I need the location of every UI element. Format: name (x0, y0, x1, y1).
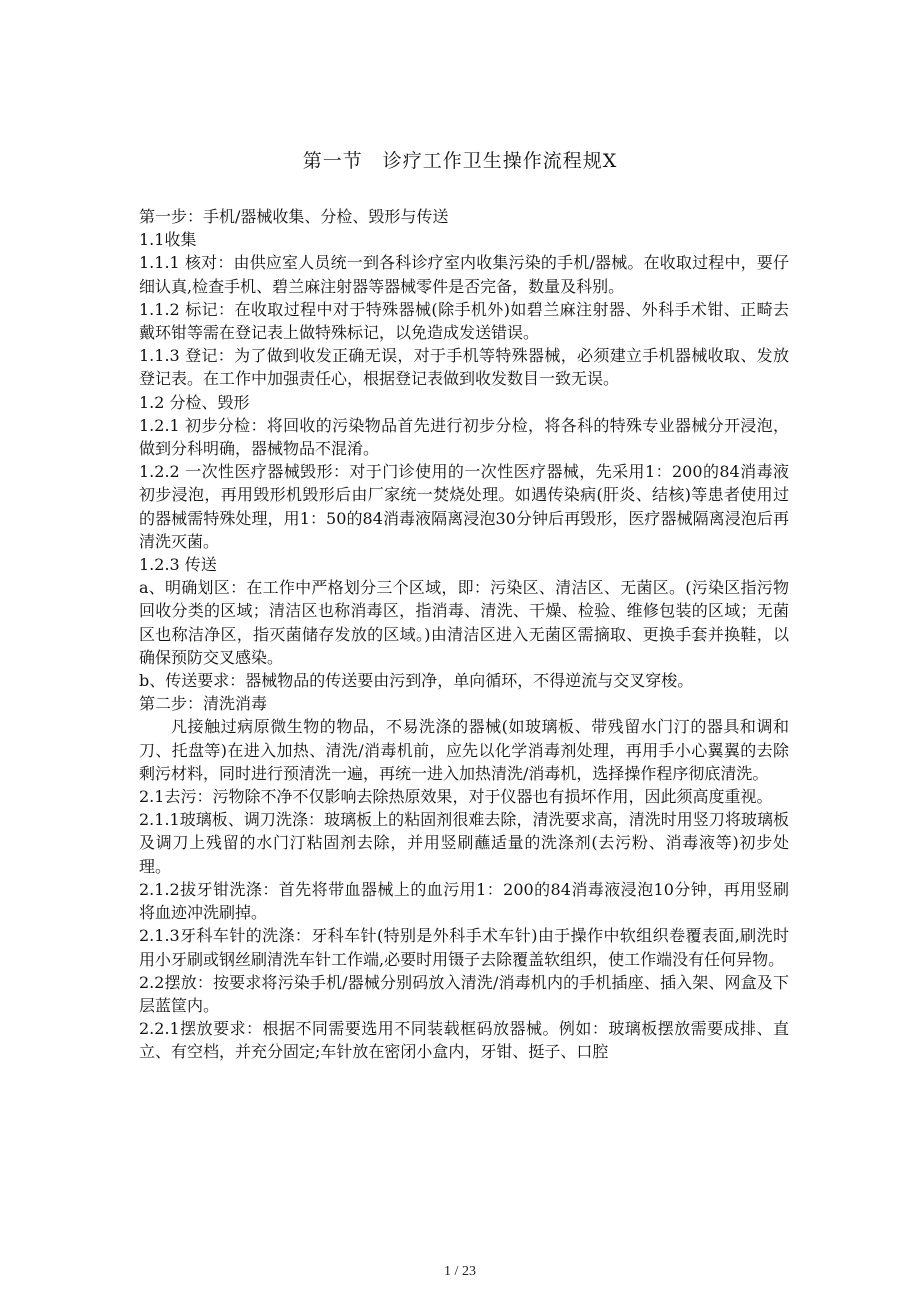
page-title: 第一节 诊疗工作卫生操作流程规X (302, 150, 618, 172)
paragraph: 2.1.1玻璃板、调刀洗涤：玻璃板上的粘固剂很难去除，清洗要求高，清洗时用竖刀将玻璃板及调刀上残留的水门汀粘固剂去除，并用竖刷蘸适量的洗涤剂(去污粉、消毒液等)初步处理。 (139, 810, 789, 876)
subsection-heading: 1.2.3 传送 (139, 555, 217, 575)
paragraph: 2.1.2拔牙钳洗涤：首先将带血器械上的血污用1：200的84消毒液浸泡10分钟，再用竖刷将血迹冲洗刷掉。 (139, 879, 789, 923)
page-separator: / (451, 1264, 462, 1279)
paragraph: b、传送要求：器械物品的传送要由污到净，单向循环，不得逆流与交叉穿梭。 (139, 671, 694, 691)
paragraph: 1.1.3 登记：为了做到收发正确无误，对于手机等特殊器械，必须建立手机器械收取、发放登记表。在工作中加强责任心，根据登记表做到收发数目一致无误。 (139, 346, 789, 389)
paragraph: a、明确划区：在工作中严格划分三个区域，即：污染区、清洁区、无菌区。(污染区指污物回收分类的区域；清洁区也称消毒区，指消毒、清洗、干燥、检验、维修包装的区域；无菌区也称洁净区，指灭菌储存发放的区域。)由清洁区进入无菌区需摘取、更换手套并换鞋，以确保预防交叉感染。 (139, 578, 789, 667)
paragraph: 凡接触过病原微生物的物品，不易洗涤的器械(如玻璃板、带残留水门汀的器具和调和刀、托盘等)在进入加热、清洗/消毒机前，应先以化学消毒剂处理，再用手小心翼翼的去除剩污材料，同时进行预清洗一遍，再统一进入加热清洗/消毒机，选择操作程序彻底清洗。 (139, 717, 789, 783)
step-heading: 第二步：清洗消毒 (139, 694, 268, 714)
current-page: 1 (444, 1264, 452, 1279)
paragraph: 2.1去污：污物除不净不仅影响去除热原效果，对于仪器也有损坏作用，因此须高度重视。 (139, 787, 773, 807)
section-heading: 1.1收集 (139, 230, 197, 250)
paragraph: 1.2.1 初步分检：将回收的污染物品首先进行初步分检，将各科的特殊专业器械分开浸泡，做到分科明确，器械物品不混淆。 (139, 415, 789, 459)
page-number (0, 1264, 920, 1280)
paragraph: 1.1.1 核对：由供应室人员统一到各科诊疗室内收集污染的手机/器械。在收取过程中，要仔细认真,检查手机、碧兰麻注射器等器械零件是否完备，数量及科别。 (139, 253, 789, 296)
paragraph: 1.2.2 一次性医疗器械毁形：对于门诊使用的一次性医疗器械，先采用1：200的84消毒液初步浸泡，再用毁形机毁形后由厂家统一焚烧处理。如遇传染病(肝炎、结核)等患者使用过的器械需特殊处理，用1：50的84消毒液隔离浸泡30分钟后再毁形，医疗器械隔离浸泡后再清洗灭菌。 (139, 462, 789, 551)
step-heading: 第一步：手机/器械收集、分检、毁形与传送 (139, 207, 449, 226)
paragraph: 2.2摆放：按要求将污染手机/器械分别码放入清洗/消毒机内的手机插座、插入架、网盒及下层蓝筐内。 (139, 972, 789, 1015)
section-heading: 1.2 分检、毁形 (139, 392, 250, 412)
document-body (139, 205, 789, 1064)
total-pages: 23 (461, 1264, 476, 1279)
paragraph: 1.1.2 标记：在收取过程中对于特殊器械(除手机外)如碧兰麻注射器、外科手术钳、正畸去戴环钳等需在登记表上做特殊标记，以免造成发送错误。 (139, 299, 789, 343)
paragraph: 2.1.3牙科车针的洗涤：牙科车针(特别是外科手术车针)由于操作中软组织卷覆表面,刷洗时用小牙刷或钢丝刷清洗车针工作端,必要时用镊子去除覆盖软组织，使工作端没有任何异物。 (139, 926, 789, 969)
paragraph: 2.2.1摆放要求：根据不同需要选用不同装载框码放器械。例如：玻璃板摆放需要成排、直立、有空档，并充分固定;车针放在密闭小盒内，牙钳、挺子、口腔 (139, 1019, 789, 1062)
